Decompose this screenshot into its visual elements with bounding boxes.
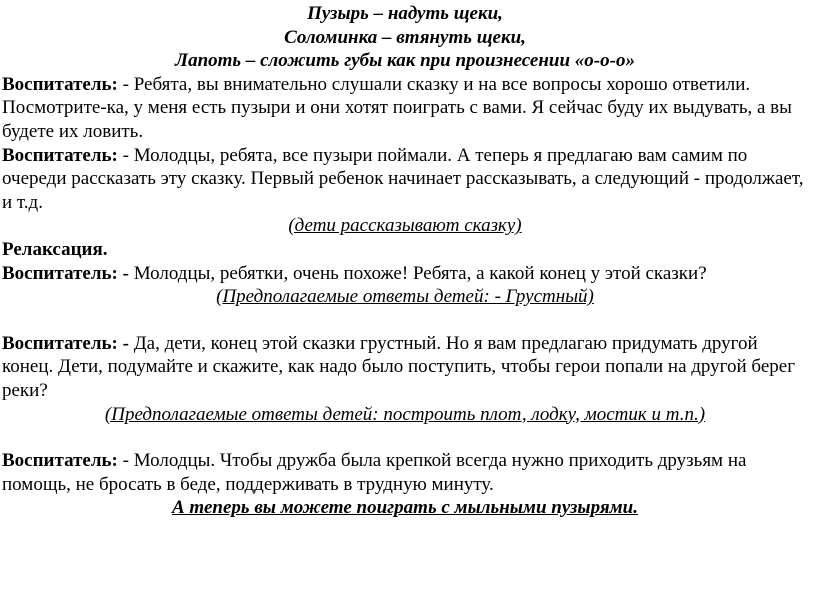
paragraph-3-text: Молодцы, ребятки, очень похоже! Ребята, а какой конец у этой сказки? [128,262,707,284]
speaker-label: Воспитатель: - [2,262,129,284]
paragraph-1-text: - Ребята, вы внимательно слушали сказку и на все вопросы хорошо ответили. Посмотрите-ка, у меня есть пузыри и они хотят поиграть с вами. Я сейчас буду их выдувать, а вы будете их ловить. [2,73,792,142]
note-expected-answer-2: (Предполагаемые ответы детей: построить плот, лодку, мостик и т.п.) [104,403,706,425]
spacer [2,309,808,332]
paragraph-3 [2,262,808,286]
relaxation-heading: Релаксация. [2,238,108,260]
paragraph-4-text: Да, дети, конец этой сказки грустный. Но я вам предлагаю придумать другой конец. Дети, подумайте и скажите, как надо было поступить, чтобы герои попали на другой берег реки? [2,332,795,401]
paragraph-1 [2,73,808,144]
paragraph-4 [2,332,808,403]
speaker-label: Воспитатель: [2,450,118,472]
header-line-1: Пузырь – надуть щеки, [307,3,503,24]
speaker-label: Воспитатель: [2,144,118,166]
header-line-2: Соломинка – втянуть щеки, [284,26,526,48]
final-line: А теперь вы можете поиграть с мыльными пузырями. [172,497,638,519]
spacer [2,426,808,449]
note-children-tell: (дети рассказывают сказку) [288,215,522,237]
speaker-label: Воспитатель: - [2,332,129,354]
paragraph-5 [2,449,808,496]
paragraph-2-text: - Молодцы, ребята, все пузыри поймали. А теперь я предлагаю вам самим по очереди рассказать эту сказку. Первый ребенок начинает рассказывать, а следующий - продолжает, и т.д. [2,144,804,213]
paragraph-5-text: - Молодцы. Чтобы дружба была крепкой всегда нужно приходить друзьям на помощь, не бросать в беде, поддерживать в трудную минуту. [2,450,747,495]
note-expected-answer-1 [2,285,808,309]
speaker-label: Воспитатель: [2,73,118,95]
note-open-paren: ( [216,286,223,308]
header-line-3: Лапоть – сложить губы как при произнесении «о-о-о» [175,50,635,72]
paragraph-2 [2,144,808,215]
note-expected-answer-1-text: Предполагаемые ответы детей: - Грустный) [222,286,594,308]
